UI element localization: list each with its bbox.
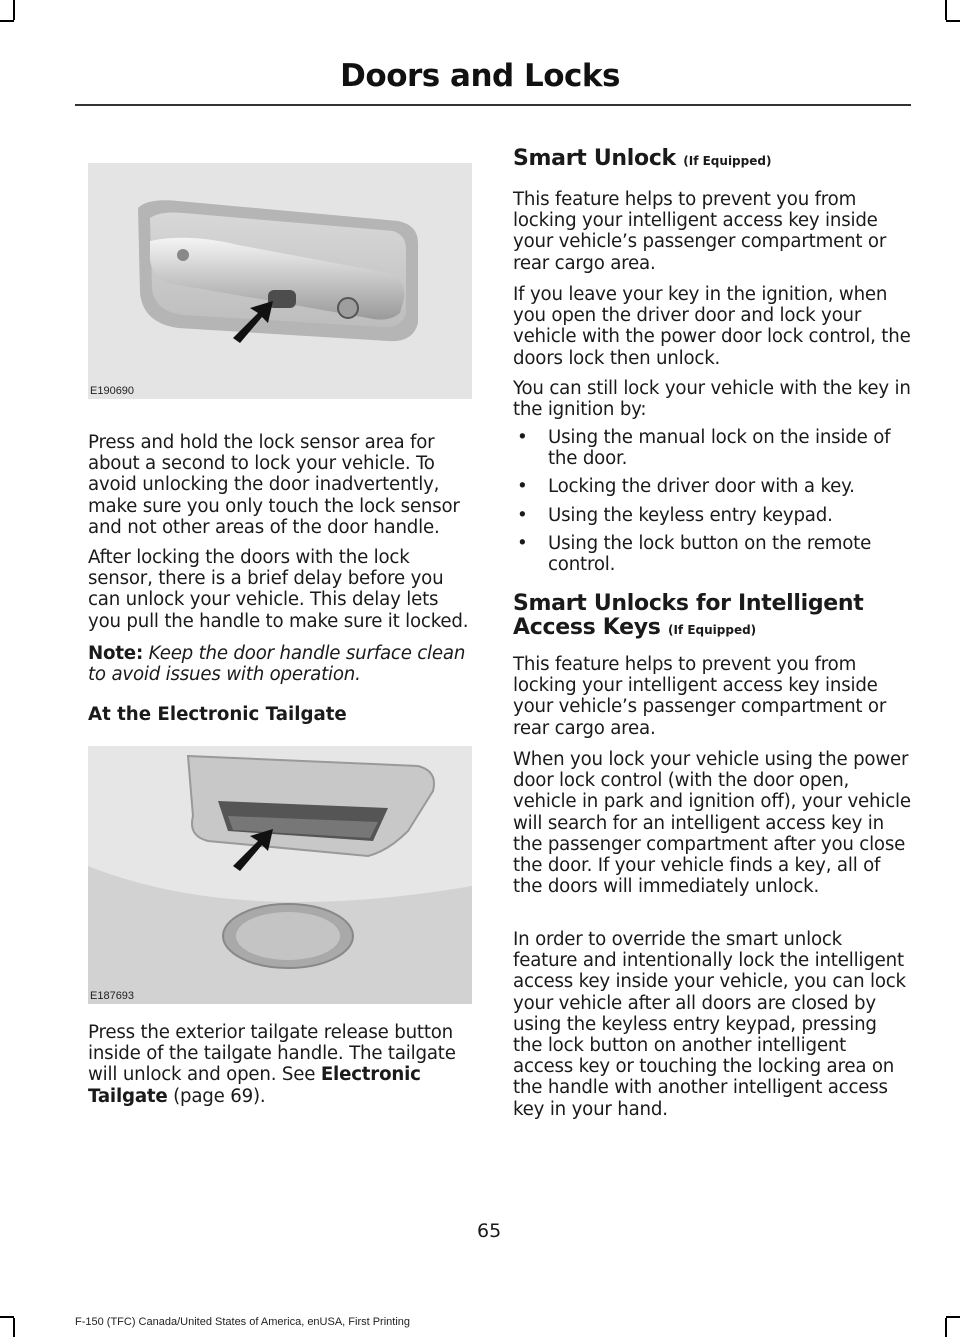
figure-id: E190690	[90, 385, 135, 397]
crop-mark	[0, 1316, 14, 1318]
crop-mark	[946, 1316, 960, 1318]
paragraph: After locking the doors with the lock sensor, there is a brief delay before you can unlock your vehicle. This delay lets you pull the handle to make sure it locked.	[88, 547, 469, 632]
tailgate-handle-drawing	[88, 746, 472, 1004]
list-item: • Using the keyless entry keypad.	[513, 505, 911, 526]
crop-mark	[945, 1318, 947, 1337]
page-title: Doors and Locks	[340, 58, 620, 94]
section-heading	[513, 592, 911, 642]
list-item: • Using the manual lock on the inside of the door.	[513, 427, 911, 469]
crop-mark	[946, 20, 960, 22]
section-heading	[513, 147, 911, 173]
note-text: Keep the door handle surface clean to avoid issues with operation.	[88, 643, 466, 686]
crop-mark	[13, 1318, 15, 1337]
list-item: • Locking the driver door with a key.	[513, 476, 911, 497]
crop-mark	[945, 0, 947, 20]
heading-qualifier: (If Equipped)	[683, 154, 772, 168]
door-handle-illustration	[88, 163, 472, 399]
crop-mark	[13, 0, 15, 20]
crop-mark	[0, 20, 14, 22]
header-divider	[75, 104, 911, 106]
heading-text-line1: Smart Unlocks for Intelligent	[513, 591, 864, 616]
figure-id: E187693	[90, 990, 135, 1002]
paragraph-text: (page 69).	[167, 1085, 266, 1107]
subheading: At the Electronic Tailgate	[88, 704, 347, 725]
cross-reference-link[interactable]: Electronic Tailgate	[88, 1064, 421, 1107]
list-item: • Using the lock button on the remote control.	[513, 533, 911, 575]
page-number: 65	[477, 1220, 502, 1242]
heading-text-line2: Access Keys	[513, 615, 661, 640]
door-handle-drawing	[88, 163, 472, 399]
paragraph: If you leave your key in the ignition, when you open the driver door and lock your vehicle with the power door lock control, the doors lock then unlock.	[513, 284, 911, 369]
paragraph: You can still lock your vehicle with the key in the ignition by:	[513, 378, 911, 421]
bullet-list	[513, 427, 911, 582]
paragraph: This feature helps to prevent you from locking your intelligent access key inside your vehicle’s passenger compartment or rear cargo area.	[513, 189, 887, 274]
paragraph-text: Press the exterior tailgate release button inside of the tailgate handle. The tailgate will unlock and open. See	[88, 1022, 456, 1086]
heading-text: Smart Unlock	[513, 146, 676, 171]
paragraph	[88, 1022, 474, 1107]
footer-text: F-150 (TFC) Canada/United States of America, enUSA, First Printing	[75, 1316, 411, 1328]
note-label: Note:	[88, 643, 144, 664]
tailgate-handle-illustration	[88, 746, 472, 1004]
paragraph: In order to override the smart unlock feature and intentionally lock the intelligent access key inside your vehicle, you can lock your vehicle after all doors are closed by using the keyless entry keypad, pressing the lock button on another intelligent access key or touching the locking area on the handle with another intelligent access key in your hand.	[513, 929, 906, 1120]
heading-qualifier: (If Equipped)	[667, 623, 757, 637]
paragraph: Press and hold the lock sensor area for about a second to lock your vehicle. To avoid unlocking the door inadvertently, make sure you only touch the lock sensor and not other areas of the door handle.	[88, 432, 460, 538]
paragraph: When you lock your vehicle using the power door lock control (with the door open, vehicle in park and ignition off), your vehicle will search for an intelligent access key in the passenger compartment after you close the door. If your vehicle finds a key, all of the doors will immediately unlock.	[513, 749, 911, 898]
paragraph: This feature helps to prevent you from locking your intelligent access key inside your vehicle’s passenger compartment or rear cargo area.	[513, 654, 887, 739]
note	[88, 643, 474, 685]
